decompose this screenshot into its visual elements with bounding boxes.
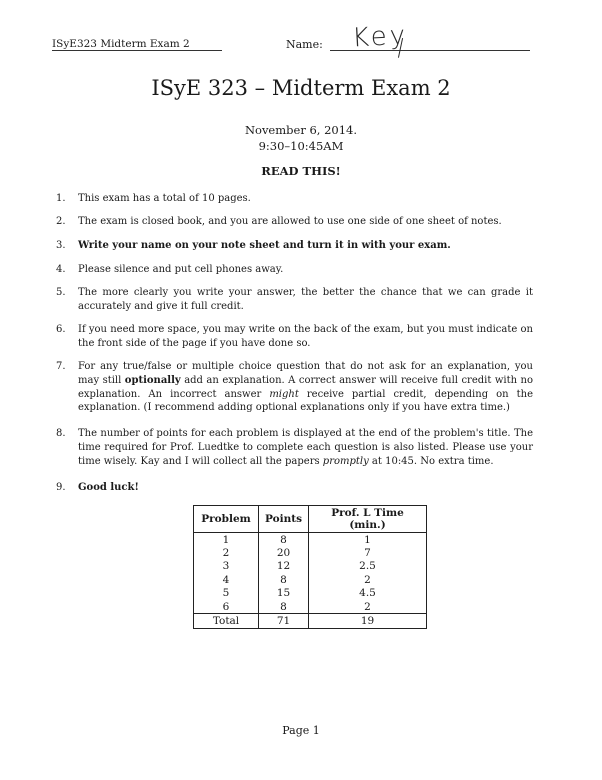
table-total-row bbox=[194, 614, 427, 628]
cell-points: 12 bbox=[259, 560, 309, 573]
read-this-heading: READ THIS! bbox=[261, 164, 341, 178]
instruction-text: This exam has a total of 10 pages. bbox=[78, 193, 251, 204]
instruction-item bbox=[56, 239, 533, 253]
cell-problem: 1 bbox=[194, 533, 259, 547]
table-row bbox=[194, 560, 427, 573]
cell-points: 20 bbox=[259, 546, 309, 559]
points-table bbox=[193, 505, 427, 629]
cell-time: 2.5 bbox=[309, 560, 427, 573]
total-label: Total bbox=[194, 614, 259, 628]
instruction-number: 8. bbox=[56, 428, 66, 439]
instruction-item bbox=[56, 263, 533, 277]
instruction-text: The number of points for each problem is displayed at the end of the problem's title. The time required for Prof. Luedtke to complete each question is also listed. Please use your time wisely. Kay and I will collect all the papers promptly at 10:45. No extra time. bbox=[78, 428, 533, 467]
instruction-text: For any true/false or multiple choice question that do not ask for an explanation, you may still optionally add an explanation. A correct answer will receive full credit with no explanation. An incorrect answer might receive partial credit, depending on the explanation. (I recommend adding optional explanations only if you have extra time.) bbox=[78, 361, 533, 414]
instruction-item bbox=[56, 427, 533, 468]
header-points: Points bbox=[259, 506, 309, 533]
cell-time: 4.5 bbox=[309, 587, 427, 600]
cell-problem: 5 bbox=[194, 587, 259, 600]
instruction-text: Good luck! bbox=[78, 482, 139, 493]
instruction-number: 5. bbox=[56, 287, 66, 298]
handwritten-name: Key bbox=[351, 20, 409, 54]
instruction-number: 2. bbox=[56, 216, 66, 227]
cell-points: 8 bbox=[259, 600, 309, 614]
instruction-item bbox=[56, 323, 533, 351]
instruction-number: 1. bbox=[56, 193, 66, 204]
cell-points: 8 bbox=[259, 573, 309, 586]
page-title: ISyE 323 – Midterm Exam 2 bbox=[151, 76, 451, 100]
table-row bbox=[194, 533, 427, 547]
cell-time: 2 bbox=[309, 600, 427, 614]
table-row bbox=[194, 600, 427, 614]
header-problem: Problem bbox=[194, 506, 259, 533]
exam-date: November 6, 2014. bbox=[244, 123, 358, 137]
instruction-number: 6. bbox=[56, 324, 66, 335]
header-time: Prof. L Time (min.) bbox=[309, 506, 427, 533]
instruction-item bbox=[56, 286, 533, 314]
instruction-item bbox=[56, 360, 533, 415]
cell-time: 1 bbox=[309, 533, 427, 547]
instruction-text: Write your name on your note sheet and turn it in with your exam. bbox=[78, 240, 451, 251]
cell-problem: 4 bbox=[194, 573, 259, 586]
table-row bbox=[194, 573, 427, 586]
instruction-text: The more clearly you write your answer, the better the chance that we can grade it accurately and give it full credit. bbox=[78, 287, 533, 312]
total-time: 19 bbox=[309, 614, 427, 628]
page-number: Page 1 bbox=[282, 724, 320, 737]
table-row bbox=[194, 587, 427, 600]
instruction-text: If you need more space, you may write on the back of the exam, but you must indicate on the front side of the page if you have done so. bbox=[78, 324, 533, 349]
name-label: Name: bbox=[286, 38, 323, 51]
instruction-number: 9. bbox=[56, 482, 66, 493]
instruction-item bbox=[56, 192, 533, 206]
instruction-item bbox=[56, 481, 533, 495]
cell-time: 2 bbox=[309, 573, 427, 586]
header-rule bbox=[52, 50, 222, 51]
instruction-number: 7. bbox=[56, 361, 66, 372]
total-points: 71 bbox=[259, 614, 309, 628]
instruction-number: 3. bbox=[56, 240, 66, 251]
exam-time: 9:30–10:45AM bbox=[258, 139, 344, 153]
instruction-item bbox=[56, 215, 533, 229]
cell-time: 7 bbox=[309, 546, 427, 559]
instruction-text: Please silence and put cell phones away. bbox=[78, 264, 284, 275]
table-row bbox=[194, 546, 427, 559]
cell-points: 15 bbox=[259, 587, 309, 600]
cell-problem: 3 bbox=[194, 560, 259, 573]
cell-problem: 2 bbox=[194, 546, 259, 559]
instruction-number: 4. bbox=[56, 264, 66, 275]
cell-problem: 6 bbox=[194, 600, 259, 614]
instruction-text: The exam is closed book, and you are allowed to use one side of one sheet of notes. bbox=[78, 216, 502, 227]
cell-points: 8 bbox=[259, 533, 309, 547]
header-course: ISyE323 Midterm Exam 2 bbox=[52, 38, 190, 50]
table-header-row bbox=[194, 506, 427, 533]
